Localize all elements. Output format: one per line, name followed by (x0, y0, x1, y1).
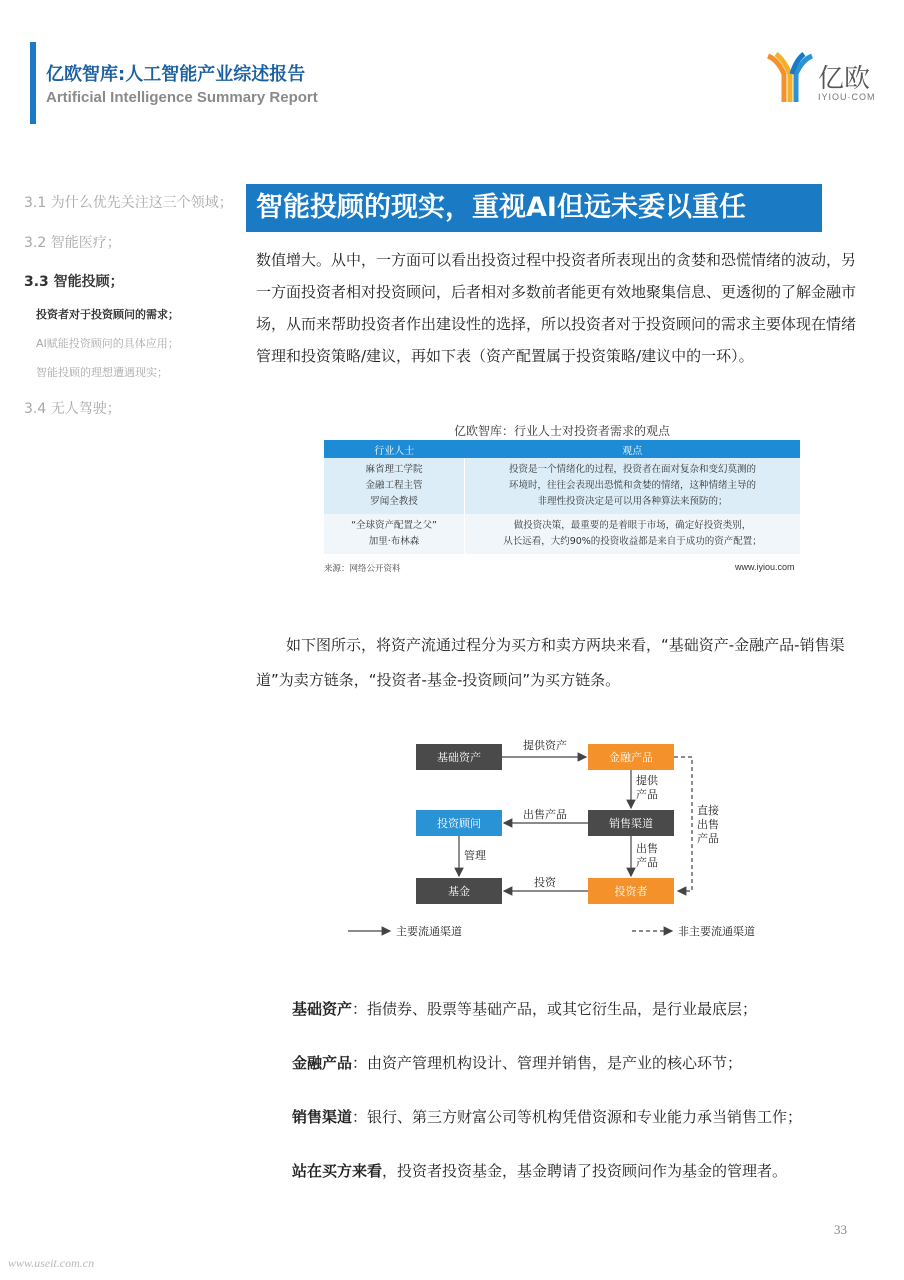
report-subtitle: Artificial Intelligence Summary Report (46, 89, 318, 106)
node-sales-channel-label: 销售渠道 (609, 817, 653, 830)
sidebar-subitem-ai-applications[interactable]: AI赋能投资顾问的具体应用； (36, 337, 179, 350)
edge-provide-product-label-1: 提供 (636, 774, 658, 787)
node-financial-product-label: 金融产品 (609, 751, 653, 764)
node-investment-advisor-label: 投资顾问 (437, 817, 481, 830)
paragraph-flow-intro: 如下图所示，将资产流通过程分为买方和卖方两块来看，“基础资产-金融产品-销售渠道”为卖方链条，“投资者-基金-投资顾问”为买方链条。 (256, 636, 845, 689)
legend-main-label: 主要流通渠道 (396, 925, 462, 938)
table-header-view: 观点 (465, 440, 801, 458)
sidebar-item-3-1[interactable]: 3.1 为什么优先关注这三个领域； (24, 195, 233, 211)
opinion-table (324, 440, 800, 554)
node-investor-label: 投资者 (614, 885, 648, 898)
definition-financial-product: 金融产品：由资产管理机构设计、管理并销售，是产业的核心环节； (292, 1054, 743, 1072)
table-row (324, 458, 800, 514)
edge-invest-label: 投资 (534, 876, 556, 889)
table-cell-person: “全球资产配置之父” 加里·布林森 (324, 514, 465, 554)
asset-flow-diagram (340, 730, 780, 942)
sidebar-item-3-4[interactable]: 3.4 无人驾驶； (24, 401, 121, 417)
sidebar-subitem-ideal-vs-reality[interactable]: 智能投顾的理想遭遇现实； (36, 366, 168, 379)
paragraph-investor-needs: 数值增大。从中，一方面可以看出投资过程中投资者所表现出的贪婪和恐慌情绪的波动，另一方面投资者相对投资顾问，后者相对多数前者能更有效地聚集信息、更透彻的了解金融市场，从而来帮助投资者作出建设性的选择，所以投资者对于投资顾问的需求主要体现在情绪管理和投资策略/建议，再如下表（资产配置属于投资策略/建议中的一环）。 (256, 251, 857, 365)
edge-direct-label-1: 直接 (697, 804, 719, 817)
table-title: 亿欧智库：行业人士对投资者需求的观点 (453, 424, 670, 438)
edge-manage-label: 管理 (464, 849, 486, 862)
edge-provide-asset-label: 提供资产 (523, 739, 567, 752)
report-title: 亿欧智库:人工智能产业综述报告 (46, 64, 306, 85)
definition-sales-channel: 销售渠道：银行、第三方财富公司等机构凭借资源和专业能力承当销售工作； (292, 1108, 803, 1126)
edge-direct-label-3: 产品 (697, 832, 719, 845)
table-source: 来源：网络公开资料 (324, 564, 401, 574)
logo-subtext: IYIOU·COM (818, 92, 876, 102)
legend-secondary-label: 非主要流通渠道 (678, 925, 755, 938)
edge-sell-product-label: 出售产品 (523, 808, 567, 821)
definition-basic-asset: 基础资产：指债券、股票等基础产品，或其它衍生品，是行业最底层； (292, 1000, 758, 1018)
table-cell-view: 投资是一个情绪化的过程，投资者在面对复杂和变幻莫测的 环境时，往往会表现出恐慌和贪婪的情绪，这种情绪主导的 非理性投资决定是可以用各种算法来预防的； (465, 458, 801, 514)
table-row (324, 514, 800, 554)
edge-direct-sale (674, 757, 692, 891)
sidebar-item-3-3[interactable]: 3.3 智能投顾； (24, 274, 124, 290)
section-title: 智能投顾的现实，重视AI但远未委以重任 (246, 184, 822, 232)
node-basic-asset-label: 基础资产 (437, 751, 481, 764)
logo-mark-icon (764, 50, 816, 106)
table-cell-view: 做投资决策，最重要的是着眼于市场，确定好投资类别， 从长远看，大约90%的投资收益都是来自于成功的资产配置； (465, 514, 801, 554)
sidebar-item-3-2[interactable]: 3.2 智能医疗； (24, 235, 121, 251)
watermark: www.useit.com.cn (8, 1256, 95, 1270)
page-number: 33 (834, 1222, 847, 1237)
node-fund-label: 基金 (448, 885, 470, 898)
edge-sell-label-1: 出售 (636, 842, 658, 855)
header-accent-bar (30, 42, 36, 124)
edge-direct-label-2: 出售 (697, 818, 719, 831)
table-url: www.iyiou.com (735, 562, 795, 572)
edge-provide-product-label-2: 产品 (636, 788, 658, 801)
sidebar-subitem-investor-needs[interactable]: 投资者对于投资顾问的需求； (36, 308, 179, 321)
definition-buyer-side: 站在买方来看，投资者投资基金，基金聘请了投资顾问作为基金的管理者。 (292, 1162, 788, 1180)
logo-text: 亿欧 (818, 64, 871, 94)
edge-sell-label-2: 产品 (636, 856, 658, 869)
table-header-person: 行业人士 (324, 440, 465, 458)
table-cell-person: 麻省理工学院 金融工程主管 罗闻全教授 (324, 458, 465, 514)
